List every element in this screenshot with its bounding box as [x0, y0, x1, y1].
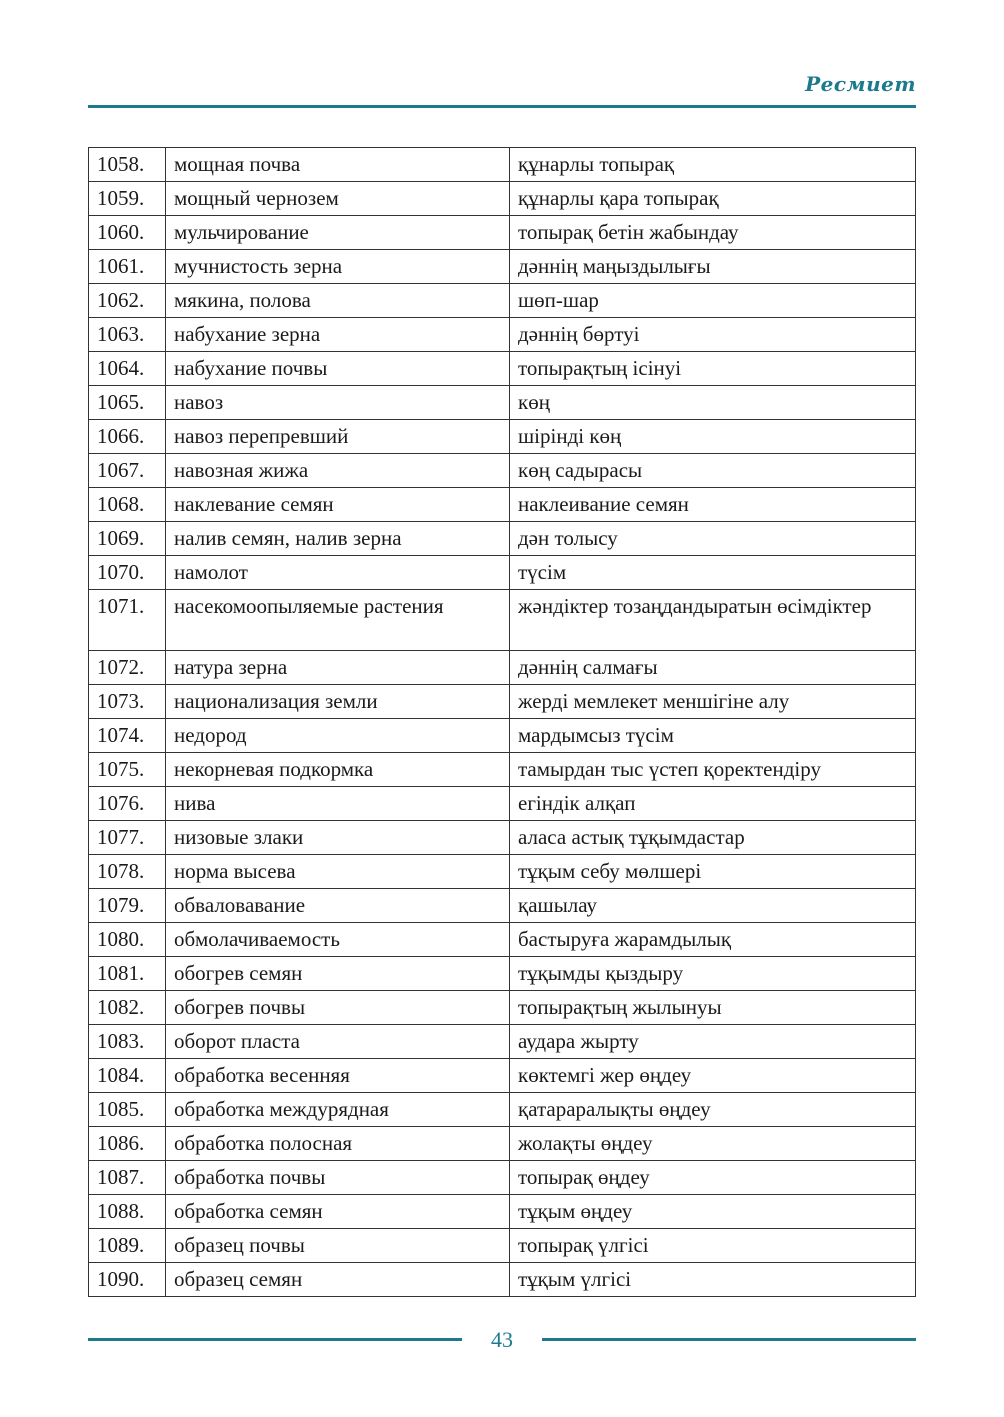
table-row [89, 651, 916, 685]
row-number: 1086. [89, 1127, 166, 1161]
row-number: 1074. [89, 719, 166, 753]
table-row [89, 685, 916, 719]
table-row [89, 1059, 916, 1093]
kazakh-term: қатараралықты өңдеу [510, 1093, 916, 1127]
row-number: 1058. [89, 148, 166, 182]
kazakh-term: тұқымды қыздыру [510, 957, 916, 991]
russian-term: обработка семян [166, 1195, 510, 1229]
kazakh-term: дәннің бөртуі [510, 318, 916, 352]
russian-term: мякина, полова [166, 284, 510, 318]
table-row [89, 1229, 916, 1263]
row-number: 1077. [89, 821, 166, 855]
russian-term: некорневая подкормка [166, 753, 510, 787]
russian-term: нива [166, 787, 510, 821]
glossary-table-body [89, 148, 916, 1297]
row-number: 1082. [89, 991, 166, 1025]
header-divider [88, 105, 916, 108]
russian-term: обваловавание [166, 889, 510, 923]
russian-term: налив семян, налив зерна [166, 522, 510, 556]
kazakh-term: топырақтың жылынуы [510, 991, 916, 1025]
russian-term: мощный чернозем [166, 182, 510, 216]
table-row [89, 250, 916, 284]
table-row [89, 590, 916, 651]
kazakh-term: шірінді көң [510, 420, 916, 454]
row-number: 1080. [89, 923, 166, 957]
russian-term: обработка почвы [166, 1161, 510, 1195]
kazakh-term: жәндіктер тозаңдандыратын өсімдіктер [510, 590, 916, 651]
table-row [89, 182, 916, 216]
table-row [89, 522, 916, 556]
row-number: 1061. [89, 250, 166, 284]
kazakh-term: шөп-шар [510, 284, 916, 318]
row-number: 1068. [89, 488, 166, 522]
row-number: 1088. [89, 1195, 166, 1229]
kazakh-term: топырақтың ісінуі [510, 352, 916, 386]
row-number: 1060. [89, 216, 166, 250]
row-number: 1081. [89, 957, 166, 991]
russian-term: насекомоопыляемые растения [166, 590, 510, 651]
kazakh-term: аласа астық тұқымдастар [510, 821, 916, 855]
russian-term: недород [166, 719, 510, 753]
glossary-table [88, 147, 916, 1297]
russian-term: обогрев семян [166, 957, 510, 991]
russian-term: мощная почва [166, 148, 510, 182]
row-number: 1090. [89, 1263, 166, 1297]
table-row [89, 420, 916, 454]
table-row [89, 1161, 916, 1195]
russian-term: обогрев почвы [166, 991, 510, 1025]
table-row [89, 386, 916, 420]
kazakh-term: қашылау [510, 889, 916, 923]
row-number: 1083. [89, 1025, 166, 1059]
kazakh-term: түсім [510, 556, 916, 590]
russian-term: мучнистость зерна [166, 250, 510, 284]
russian-term: обработка полосная [166, 1127, 510, 1161]
row-number: 1066. [89, 420, 166, 454]
table-row [89, 1025, 916, 1059]
row-number: 1069. [89, 522, 166, 556]
russian-term: натура зерна [166, 651, 510, 685]
row-number: 1084. [89, 1059, 166, 1093]
russian-term: обмолачиваемость [166, 923, 510, 957]
row-number: 1076. [89, 787, 166, 821]
russian-term: оборот пласта [166, 1025, 510, 1059]
table-row [89, 821, 916, 855]
table-row [89, 719, 916, 753]
table-row [89, 923, 916, 957]
russian-term: норма высева [166, 855, 510, 889]
row-number: 1059. [89, 182, 166, 216]
russian-term: мульчирование [166, 216, 510, 250]
row-number: 1072. [89, 651, 166, 685]
kazakh-term: наклеивание семян [510, 488, 916, 522]
row-number: 1078. [89, 855, 166, 889]
table-row [89, 855, 916, 889]
table-row [89, 352, 916, 386]
row-number: 1064. [89, 352, 166, 386]
russian-term: намолот [166, 556, 510, 590]
kazakh-term: тамырдан тыс үстеп қоректендіру [510, 753, 916, 787]
row-number: 1079. [89, 889, 166, 923]
table-row [89, 318, 916, 352]
table-row [89, 957, 916, 991]
footer-divider-left [88, 1338, 462, 1341]
kazakh-term: құнарлы топырақ [510, 148, 916, 182]
kazakh-term: құнарлы қара топырақ [510, 182, 916, 216]
kazakh-term: дәннің салмағы [510, 651, 916, 685]
row-number: 1071. [89, 590, 166, 651]
table-row [89, 284, 916, 318]
table-row [89, 1195, 916, 1229]
russian-term: навоз [166, 386, 510, 420]
table-row [89, 889, 916, 923]
kazakh-term: бастыруға жарамдылық [510, 923, 916, 957]
russian-term: навозная жижа [166, 454, 510, 488]
row-number: 1070. [89, 556, 166, 590]
table-row [89, 787, 916, 821]
russian-term: навоз перепревший [166, 420, 510, 454]
table-row [89, 991, 916, 1025]
kazakh-term: тұқым өңдеу [510, 1195, 916, 1229]
kazakh-term: мардымсыз түсім [510, 719, 916, 753]
row-number: 1073. [89, 685, 166, 719]
kazakh-term: көң садырасы [510, 454, 916, 488]
table-row [89, 753, 916, 787]
table-row [89, 1263, 916, 1297]
russian-term: наклевание семян [166, 488, 510, 522]
russian-term: национализация земли [166, 685, 510, 719]
kazakh-term: топырақ бетін жабындау [510, 216, 916, 250]
russian-term: образец семян [166, 1263, 510, 1297]
row-number: 1067. [89, 454, 166, 488]
kazakh-term: аудара жырту [510, 1025, 916, 1059]
kazakh-term: жерді мемлекет меншігіне алу [510, 685, 916, 719]
kazakh-term: топырақ өңдеу [510, 1161, 916, 1195]
russian-term: образец почвы [166, 1229, 510, 1263]
kazakh-term: дән толысу [510, 522, 916, 556]
kazakh-term: көң [510, 386, 916, 420]
page-number: 43 [491, 1327, 513, 1352]
russian-term: обработка весенняя [166, 1059, 510, 1093]
row-number: 1085. [89, 1093, 166, 1127]
row-number: 1075. [89, 753, 166, 787]
russian-term: набухание почвы [166, 352, 510, 386]
kazakh-term: тұқым себу мөлшері [510, 855, 916, 889]
row-number: 1062. [89, 284, 166, 318]
table-row [89, 148, 916, 182]
row-number: 1065. [89, 386, 166, 420]
kazakh-term: көктемгі жер өңдеу [510, 1059, 916, 1093]
table-row [89, 556, 916, 590]
table-row [89, 488, 916, 522]
table-row [89, 1127, 916, 1161]
russian-term: набухание зерна [166, 318, 510, 352]
table-row [89, 454, 916, 488]
row-number: 1089. [89, 1229, 166, 1263]
kazakh-term: дәннің маңыздылығы [510, 250, 916, 284]
row-number: 1087. [89, 1161, 166, 1195]
row-number: 1063. [89, 318, 166, 352]
russian-term: низовые злаки [166, 821, 510, 855]
kazakh-term: тұқым үлгісі [510, 1263, 916, 1297]
section-title: Ресмиет [805, 72, 916, 96]
kazakh-term: топырақ үлгісі [510, 1229, 916, 1263]
kazakh-term: егіндік алқап [510, 787, 916, 821]
russian-term: обработка междурядная [166, 1093, 510, 1127]
footer-divider-right [542, 1338, 916, 1341]
kazakh-term: жолақты өңдеу [510, 1127, 916, 1161]
table-row [89, 216, 916, 250]
table-row [89, 1093, 916, 1127]
